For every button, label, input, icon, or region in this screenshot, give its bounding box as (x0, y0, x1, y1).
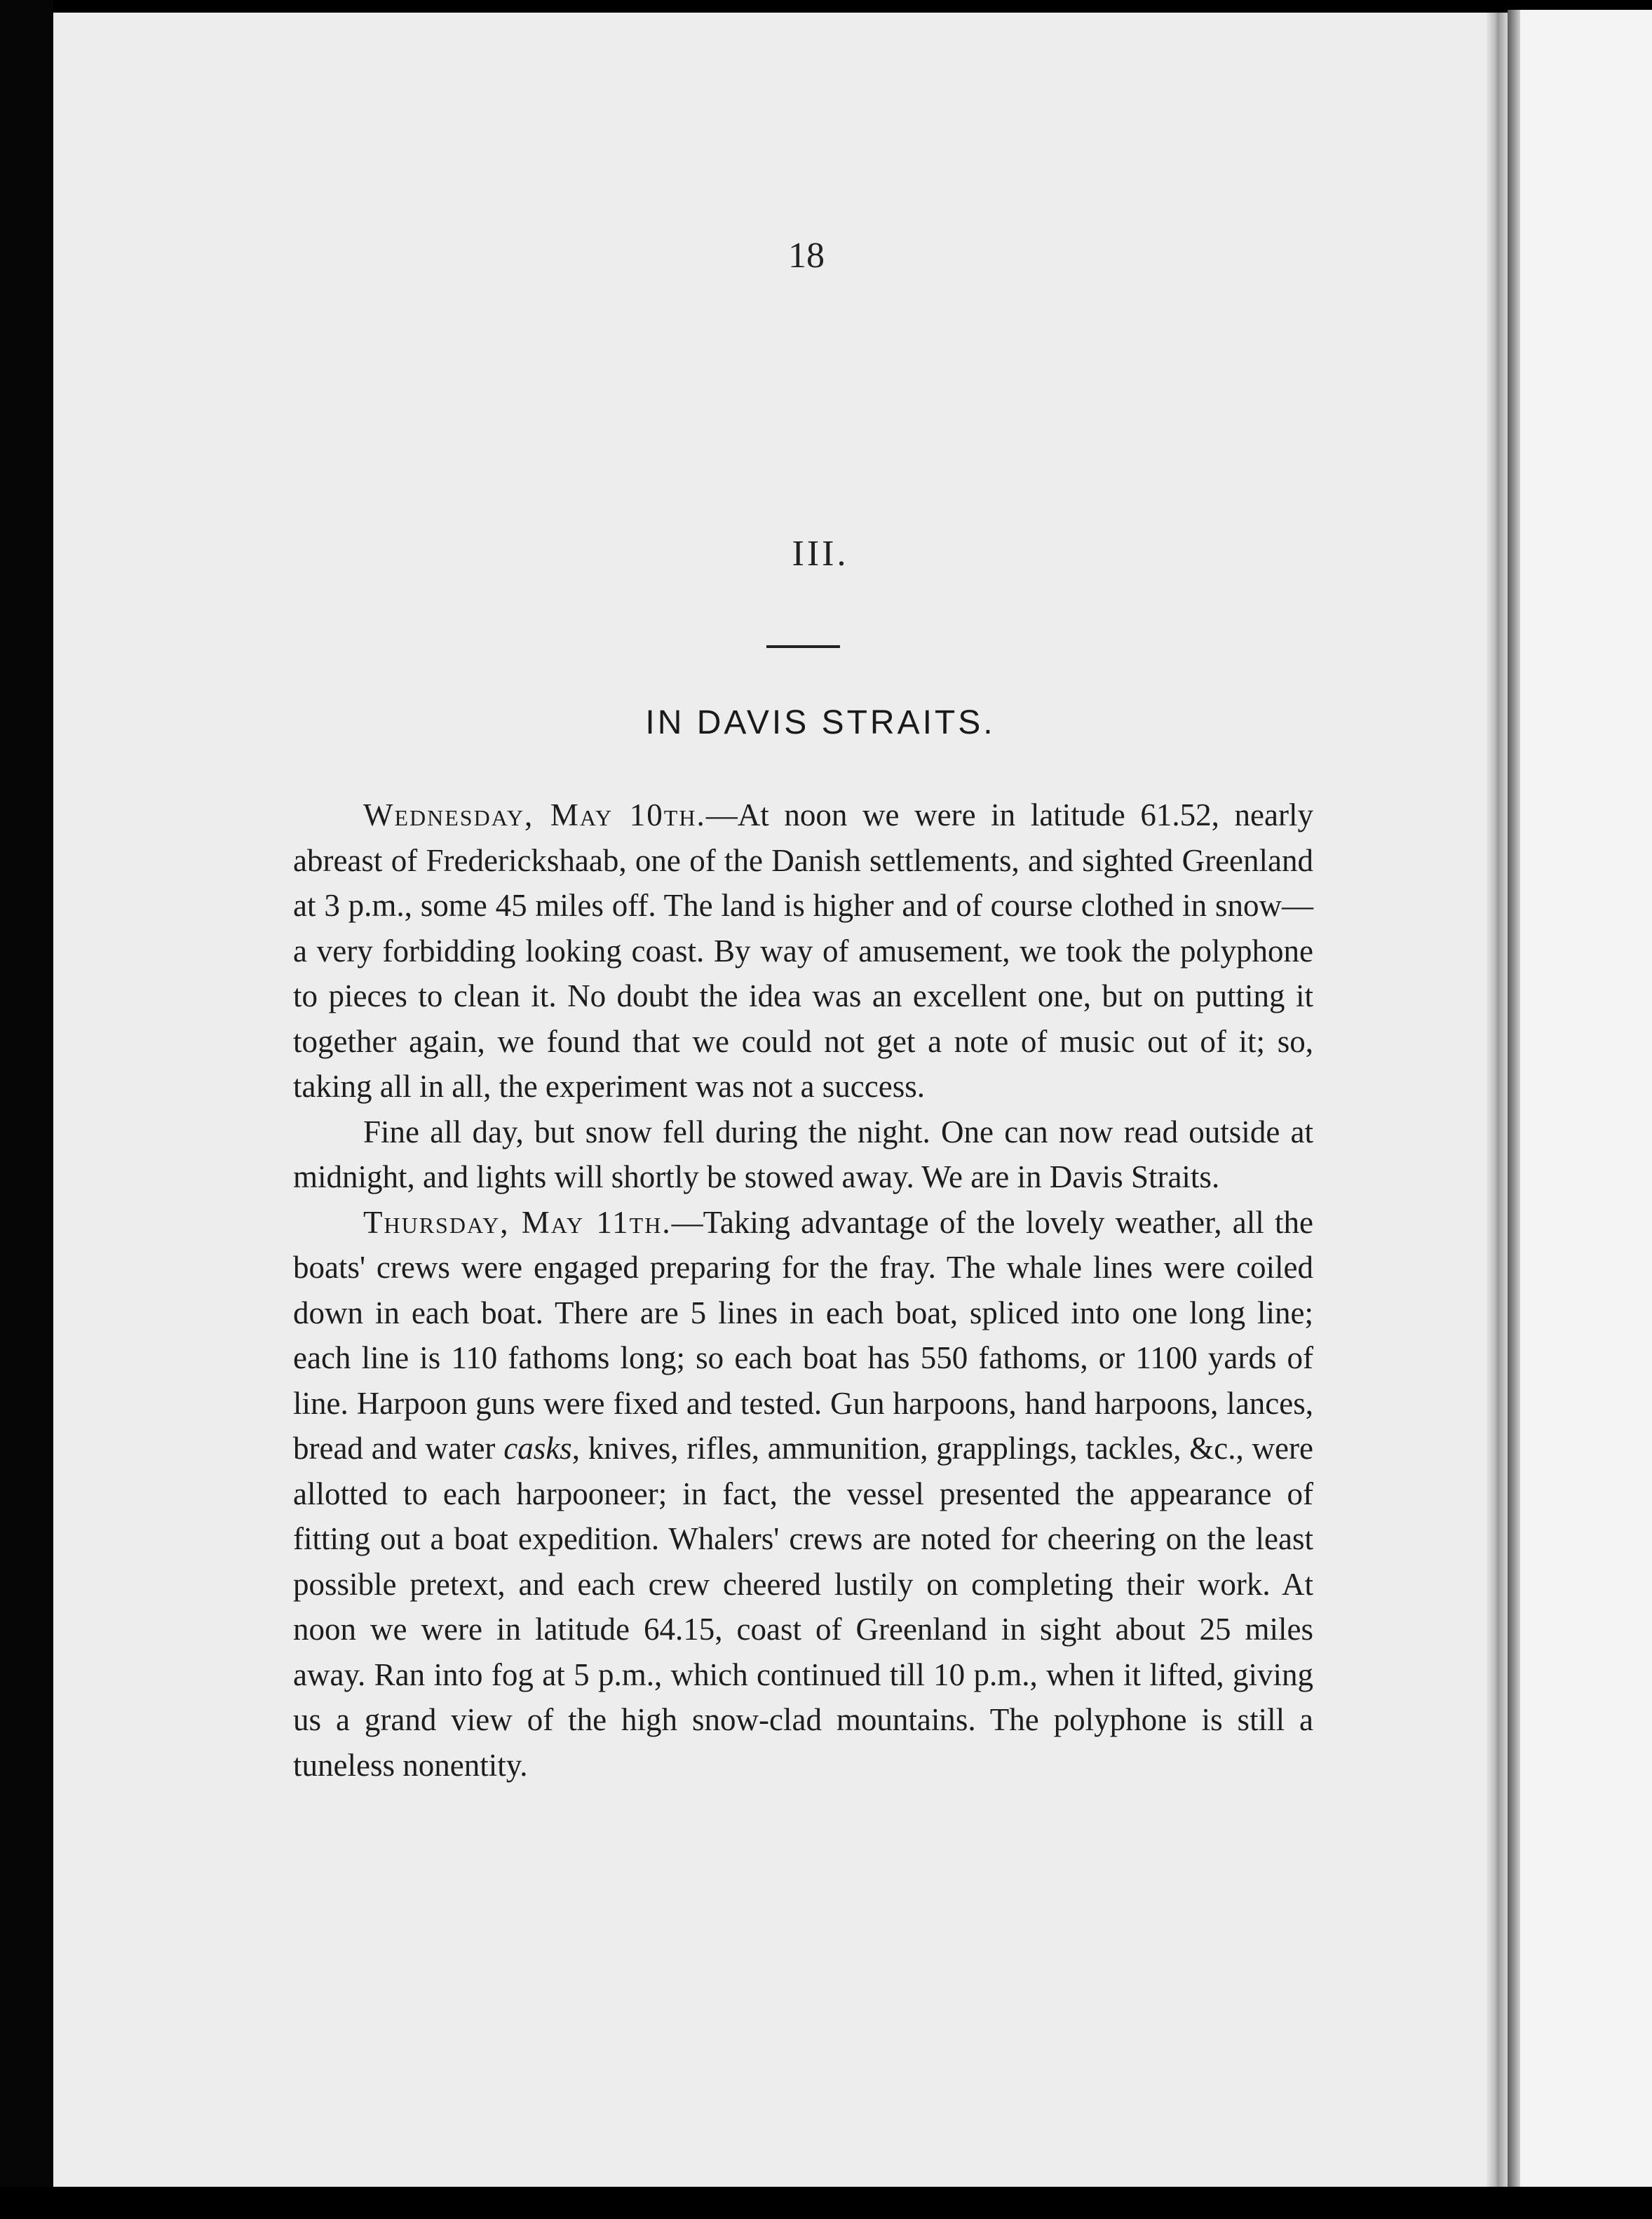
entry-date-lead: Wednesday, May 10th. (363, 797, 706, 832)
paragraph-text: —At noon we were in latitude 61.52, nearly abreast of Frederickshaab, one of the Danish settlements, and sighted Greenland at 3 p.m., some 45 miles off. The land is higher and of course clothed in snow—a very forbidding looking coast. By way of amusement, we took the polyphone to pieces to clean it. No doubt the idea was an excellent one, but on putting it together again, we found that we could not get a note of music out of it; so, taking all in all, the experiment was not a success. (293, 797, 1313, 1104)
scan-bottom-margin (0, 2187, 1652, 2219)
page-gutter-shadow (1487, 13, 1508, 2187)
paragraph-text: —Taking advantage of the lovely weather, all the boats' crews were engaged preparing for the fray. The whale lines were coiled down in each boat. There are 5 lines in each boat, spliced into one long line; each line is 110 fathoms long; so each boat has 550 fathoms, or 1100 yards of line. Harpoon guns were fixed and tested. Gun harpoons, hand harpoons, lances, bread and water (293, 1204, 1313, 1466)
paragraph-thursday (293, 1200, 1313, 1788)
paragraph-text: , knives, rifles, ammunition, grapplings, tackles, &c., were allotted to each harpooneer; in fact, the vessel presented the appearance of fitting out a boat expedition. Whalers' crews are noted for cheering on the least possible pretext, and each crew cheered lustily on completing their work. At noon we were in latitude 64.15, coast of Greenland in sight about 25 miles away. Ran into fog at 5 p.m., which continued till 10 p.m., when it lifted, giving us a grand view of the high snow-clad mountains. The polyphone is still a tuneless nonentity. (293, 1431, 1313, 1783)
paragraph-fine-all-day (293, 1110, 1313, 1200)
paragraph-wednesday (293, 792, 1313, 1110)
facing-page-shadow (1508, 10, 1520, 2219)
scan-left-margin (0, 0, 53, 2219)
chapter-number: III. (792, 534, 849, 574)
facing-page-edge (1508, 10, 1652, 2219)
chapter-divider (766, 645, 840, 648)
entry-date-lead: Thursday, May 11th. (363, 1204, 672, 1240)
body-text (293, 792, 1313, 1788)
italic-word: casks (503, 1431, 572, 1466)
paragraph-text: Fine all day, but snow fell during the night. One can now read outside at midnight, and lights will shortly be stowed away. We are in Davis Straits. (293, 1114, 1313, 1194)
page-number: 18 (788, 236, 825, 276)
chapter-title: IN DAVIS STRAITS. (645, 704, 996, 741)
